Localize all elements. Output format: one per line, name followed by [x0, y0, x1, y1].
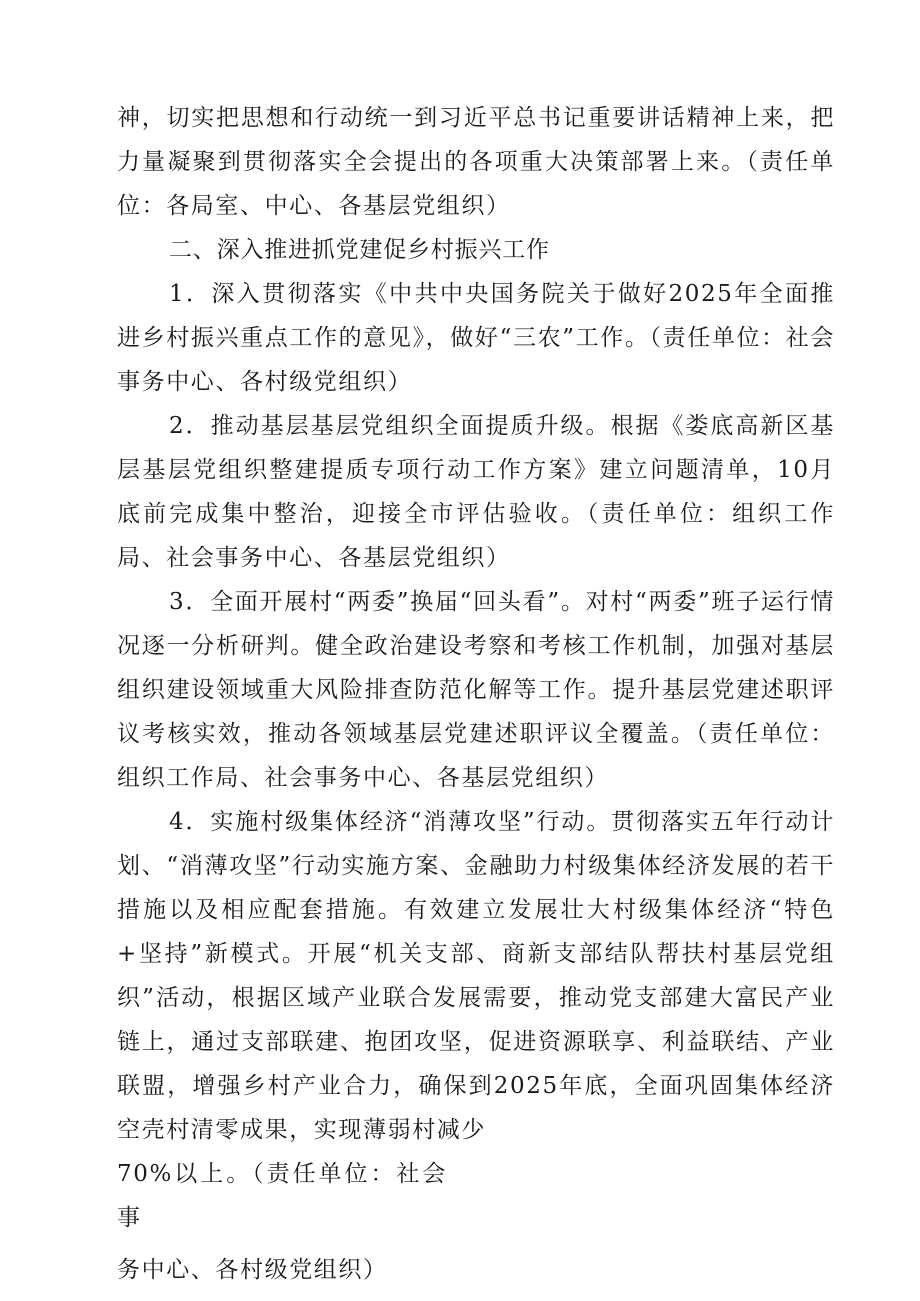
item-4-paragraph: 4．实施村级集体经济“消薄攻坚”行动。贯彻落实五年行动计划、“消薄攻坚”行动实施方案、金融助力村级集体经济发展的若干措施以及相应配套措施。有效建立发展壮大村级集体经济“特色+坚持”新模式。开展“机关支部、商新支部结队帮扶村基层党组织”活动，根据区域产业联合发展需要，推动党支部建大富民产业链上，通过支部联建、抱团攻坚，促进资源联享、利益联结、产业联盟，增强乡村产业合力，确保到2025年底，全面巩固集体经济空壳村清零成果，实现薄弱村减少 [117, 809, 835, 1143]
item-4-tail-line: 务中心、各村级党组织） [117, 1257, 388, 1283]
item-3-paragraph: 3．全面开展村“两委”换届“回头看”。对村“两委”班子运行情况逐一分析研判。健全政治建设考察和考核工作机制，加强对基层组织建设领域重大风险排查防范化解等工作。提升基层党建述职评议考核实效，推动各领域基层党建述职评议全覆盖。（责任单位：组织工作局、社会事务中心、各基层党组织） [117, 589, 835, 791]
intro-paragraph: 神，切实把思想和行动统一到习近平总书记重要讲话精神上来，把力量凝聚到贯彻落实全会提出的各项重大决策部署上来。（责任单位：各局室、中心、各基层党组织） [117, 105, 835, 219]
item-1-paragraph: 1．深入贯彻落实《中共中央国务院关于做好2025年全面推进乡村振兴重点工作的意见》，做好“三农”工作。（责任单位：社会事务中心、各村级党组织） [117, 281, 835, 395]
document-body [117, 96, 835, 1292]
item-4-ending-line: 70%以上。（责任单位：社会事 [117, 1161, 447, 1231]
item-2-paragraph: 2．推动基层基层党组织全面提质升级。根据《娄底高新区基层基层党组织整建提质专项行动工作方案》建立问题清单，10月底前完成集中整治，迎接全市评估验收。（责任单位：组织工作局、社会事务中心、各基层党组织） [117, 413, 835, 571]
section-heading: 二、深入推进抓党建促乡村振兴工作 [169, 237, 550, 263]
